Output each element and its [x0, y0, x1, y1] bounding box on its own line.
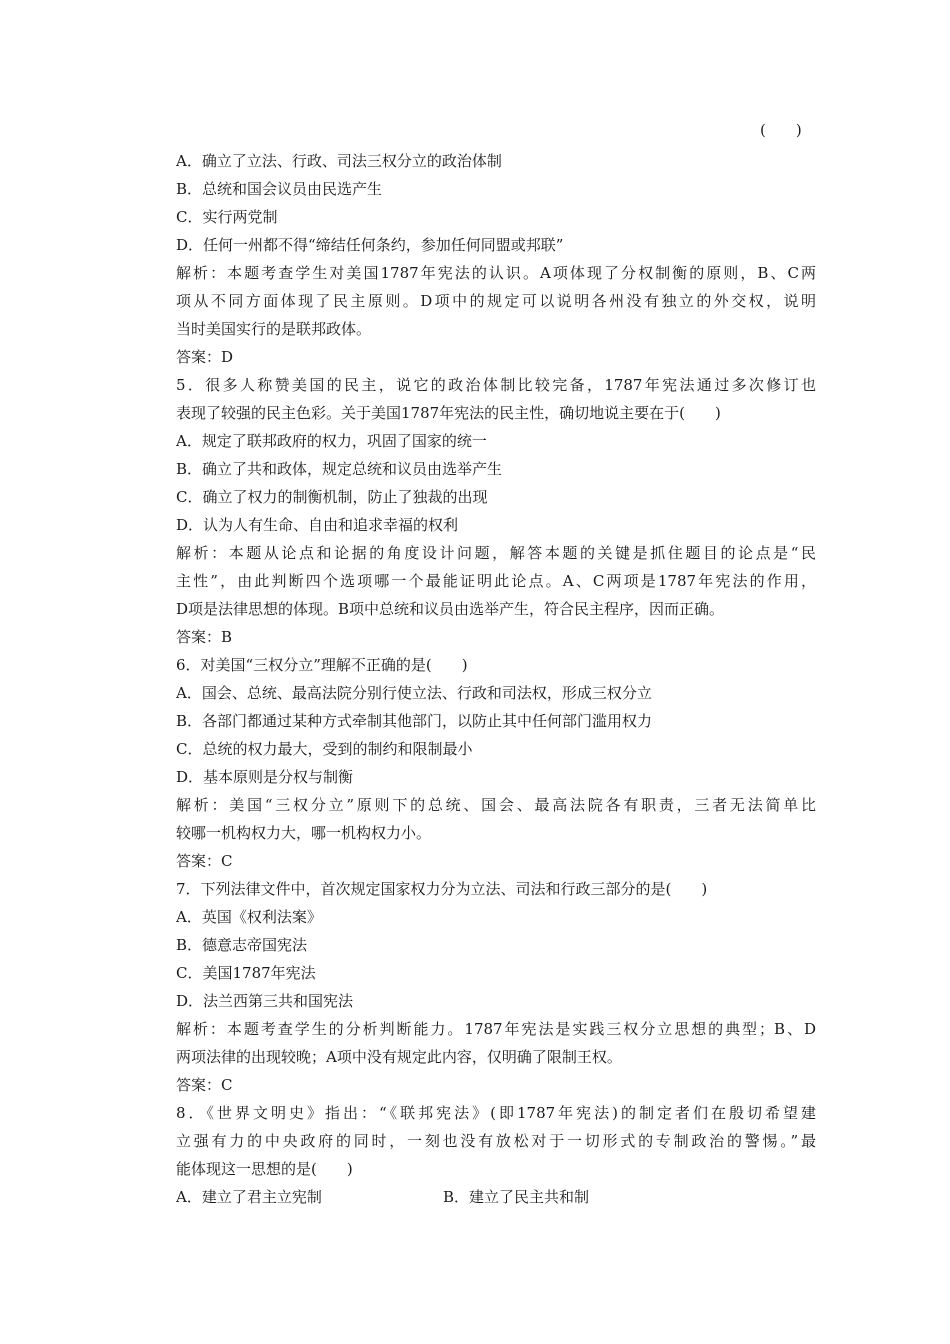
text-line: A．国会、总统、最高法院分别行使立法、行政和司法权，形成三权分立	[176, 684, 652, 702]
text-line: 解析：本题从论点和论据的角度设计问题，解答本题的关键是抓住题目的论点是“民	[176, 544, 816, 562]
option-row	[176, 1183, 816, 1211]
text-line: B．各部门都通过某种方式牵制其他部门，以防止其中任何部门滥用权力	[176, 712, 653, 730]
text-line: D．基本原则是分权与制衡	[176, 768, 354, 786]
text-line: A．规定了联邦政府的权力，巩固了国家的统一	[176, 432, 487, 450]
text-line: C．总统的权力最大，受到的制约和限制最小	[176, 740, 473, 758]
text-line: 项从不同方面体现了民主原则。D项中的规定可以说明各州没有独立的外交权，说明	[176, 292, 816, 310]
text-line: 较哪一机构权力大，哪一机构权力小。	[176, 824, 432, 842]
document-body	[176, 147, 816, 1211]
text-line: D项是法律思想的体现。B项中总统和议员由选举产生，符合民主程序，因而正确。	[176, 600, 725, 618]
text-line: 表现了较强的民主色彩。关于美国1787年宪法的民主性，确切地说主要在于( )	[176, 404, 721, 422]
text-line: 当时美国实行的是联邦政体。	[176, 320, 372, 338]
text-line: D．认为人有生命、自由和追求幸福的权利	[176, 516, 459, 534]
text-line: B．确立了共和政体，规定总统和议员由选举产生	[176, 460, 503, 478]
text-line: 解析：美国“三权分立”原则下的总统、国会、最高法院各有职责，三者无法简单比	[176, 796, 816, 814]
text-line: 主性”，由此判断四个选项哪一个最能证明此论点。A、C两项是1787年宪法的作用，	[176, 572, 816, 590]
text-line: B．总统和国会议员由民选产生	[176, 180, 383, 198]
text-line: C．确立了权力的制衡机制，防止了独裁的出现	[176, 488, 488, 506]
text-line: A．确立了立法、行政、司法三权分立的政治体制	[176, 152, 502, 170]
text-line: 8．《世界文明史》指出：“《联邦宪法》(即1787年宪法)的制定者们在殷切希望建	[176, 1104, 816, 1122]
text-line: B．德意志帝国宪法	[176, 936, 308, 954]
text-line: 7．下列法律文件中，首次规定国家权力分为立法、司法和行政三部分的是( )	[176, 880, 708, 898]
text-line: 答案：C	[176, 852, 233, 870]
text-line: 两项法律的出现较晚；A项中没有规定此内容，仅明确了限制王权。	[176, 1048, 622, 1066]
text-line: 立强有力的中央政府的同时，一刻也没有放松对于一切形式的专制政治的警惕。”最	[176, 1132, 816, 1150]
text-line: 能体现这一思想的是( )	[176, 1160, 353, 1178]
text-line: 答案：D	[176, 348, 234, 366]
text-line: 答案：B	[176, 628, 233, 646]
text-line: 6．对美国“三权分立”理解不正确的是( )	[176, 656, 468, 674]
text-line: 5．很多人称赞美国的民主，说它的政治体制比较完备，1787年宪法通过多次修订也	[176, 376, 816, 394]
text-line: 答案：C	[176, 1076, 233, 1094]
text-line: A．英国《权利法案》	[176, 908, 322, 926]
answer-paren: ( )	[760, 121, 802, 139]
text-line: 解析：本题考查学生对美国1787年宪法的认识。A项体现了分权制衡的原则，B、C两	[176, 264, 816, 282]
text-line: 解析：本题考查学生的分析判断能力。1787年宪法是实践三权分立思想的典型；B、D	[176, 1020, 816, 1038]
text-line: D．任何一州都不得“缔结任何条约，参加任何同盟或邦联”	[176, 236, 564, 254]
option-b: B．建立了民主共和制	[443, 1188, 590, 1206]
text-line: D．法兰西第三共和国宪法	[176, 992, 354, 1010]
text-line: C．实行两党制	[176, 208, 278, 226]
option-a: A．建立了君主立宪制	[176, 1188, 322, 1206]
text-line: C．美国1787年宪法	[176, 964, 316, 982]
